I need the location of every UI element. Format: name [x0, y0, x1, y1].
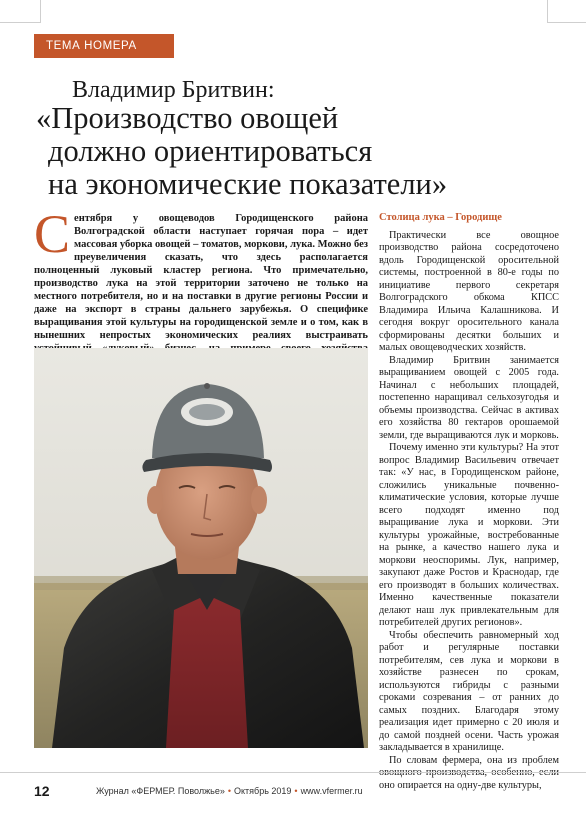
website-link[interactable]: www.vfermer.ru — [300, 786, 363, 796]
footer-text — [96, 786, 363, 796]
sidebar-column — [379, 212, 559, 792]
lead-paragraph — [34, 204, 368, 368]
separator-dot: • — [227, 786, 231, 796]
issue-date: Октябрь 2019 — [234, 786, 292, 796]
page-number: 12 — [34, 783, 50, 799]
section-label: ТЕМА НОМЕРА — [34, 34, 174, 58]
lead-text: ентября у овощеводов Городищенского района Волгоградской области наступает горячая пора – идет массовая уборка овощей – томатов, моркови, лука. Можно без преувеличения сказать, что здесь располагается полноценный луковый кластер региона. Что примечательно, производство лука на этой территории заточено не только на местного потребителя, но и на поставки в другие регионы России и даже на экспорт в страны дальнего зарубежья. О специфике выращивания этой культуры на городищенской земле и о том, как в нынешних непростых экономических реалиях выстраивать — [34, 213, 368, 341]
separator-dot: • — [294, 786, 298, 796]
headline — [36, 102, 556, 201]
headline-line-3: на экономические показатели» — [48, 167, 448, 201]
journal-name: Журнал «ФЕРМЕР. Поволжье» — [96, 786, 225, 796]
sidebar-paragraph: Почему именно эти культуры? На этот вопрос Владимир Васильевич отвечает так: «У нас, в Городищенском районе, сложились уникальные почвенно-климатические условия, которые лучше всего подходят именно под выращивание лука и моркови. Эти культуры урожайные, востребованные на рынке, а качество нашего лука и моркови неоспоримы. Лук, например, закупают даже Ростов и Краснодар, где его производят в больших количествах. Именно качественные показатели делают наш лук привлекательным для потребителей других регионов». — [379, 442, 559, 628]
corner-rule-right — [547, 0, 586, 23]
corner-rule-left — [0, 0, 41, 23]
headline-line-1: «Производство овощей — [36, 101, 339, 135]
sidebar-heading: Столица лука – Городище — [379, 212, 502, 223]
footer-rule — [0, 772, 586, 773]
sidebar-paragraph: Практически все овощное производство района сосредоточено вдоль Городищенской оросительной системы, построенной в 80-е годы по инициативе первого секретаря Волгоградского обкома КПСС Владимира Ильича Калашникова. И сегодня вокруг оросительного канала сформированы десятки больших и малых овощеводческих хозяйств. — [379, 229, 559, 353]
headline-line-2: должно ориентироваться — [48, 134, 373, 168]
sidebar-paragraph: Владимир Бритвин занимается выращиванием овощей с 2005 года. Начинал с небольших площадей, постепенно наращивал сельхозугодья и объемы производства. Сейчас в активах его хозяйства 80 гектаров орошаемой земли, где выращиваются лук и морковь. — [379, 354, 559, 441]
portrait-photo — [34, 348, 368, 748]
drop-cap: С — [34, 204, 71, 264]
sidebar-paragraph: Чтобы обеспечить равномерный ход работ и регулярные поставки потребителям, сев лука и моркови в хозяйстве разнесен по срокам, используются гибриды с разными сроками созревания – от ранних до самых поздних. Благодаря этому реализация идет примерно с 20 июля и до самой поздней осени. Часть урожая закладывается в хранилище. — [379, 629, 559, 753]
author-name: Владимир Бритвин: — [72, 77, 275, 103]
sidebar-paragraph: По словам фермера, она из проблем оно опирается на одну-две культуры, — [379, 754, 559, 791]
